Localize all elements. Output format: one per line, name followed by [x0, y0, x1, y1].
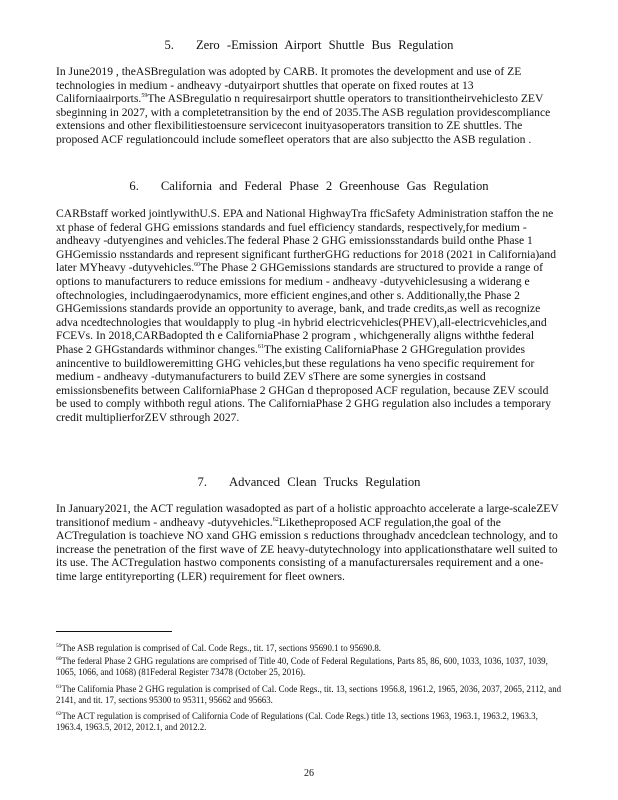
- section-5-paragraph: [56, 65, 562, 147]
- footnote-marker: 60: [56, 656, 62, 663]
- footnote-59: [56, 643, 566, 654]
- page-number: 26: [304, 768, 314, 779]
- footnote-marker: 61: [56, 684, 62, 691]
- footnote-ref[interactable]: 61: [257, 344, 264, 351]
- paragraph-text: Liketheproposed ACF regulation,the goal of the ACTregulation is toachieve NO xand GHG emission s reductions throughadv ancedclean technology, and to increase the penetration of the first wave of ZE heavy-dutytechnology into applicationsthatare well suited to its use. The ACTregulation hastwo components consisting of a manufacturersales requirement and a one-time large entityreporting (LER) requirement for fleet owners.: [56, 515, 558, 583]
- paragraph-text: In January2021, the ACT regulation wasadopted as part of a holistic approachto accelerate a large-scaleZEV transitionof medium - andheavy -dutyvehicles.: [56, 502, 559, 529]
- footnote-marker: 59: [56, 643, 62, 650]
- footnote-ref[interactable]: 60: [194, 262, 201, 269]
- section-7-heading: [0, 475, 618, 490]
- paragraph-text: In June2019 , theASBregulation was adopted by CARB. It promotes the development and use of ZE technologies in medium - andheavy -dutyairport shuttles that operate on fixed routes at 13 Californiaairports.: [56, 65, 522, 106]
- footnote-text: The ASB regulation is comprised of Cal. Code Regs., tit. 17, sections 95690.1 to 95690.8.: [61, 643, 381, 653]
- footnote-ref[interactable]: 62: [272, 516, 279, 523]
- footnote-divider: [56, 631, 172, 632]
- section-7-paragraph: [56, 502, 562, 584]
- footnote-61: [56, 684, 566, 706]
- section-title: Zero -Emission Airport Shuttle Bus Regulation: [195, 38, 454, 52]
- paragraph-text: The existing CaliforniaPhase 2 GHGregulation provides anincentive to buildloweremitting GHG vehicles,but these regulations ha veno specific requirement for medium - andheavy -dutymanufacturers to build ZEV sThere are some synergies in costsand emissionsbenefits between CaliforniaPhase 2 GHGan d theproposed ACF regulation, because ZEV scould be used to comply withboth regul ations. The CaliforniaPhase 2 GHG regulation also includes a temporary credit multiplierforZEV sthrough 2027.: [56, 342, 551, 424]
- section-number: 5.: [164, 38, 174, 52]
- footnote-marker: 62: [56, 711, 62, 718]
- footnote-60: [56, 656, 566, 678]
- footnote-ref[interactable]: 59: [141, 93, 148, 100]
- section-number: 6.: [129, 179, 139, 193]
- paragraph-text: CARBstaff worked jointlywithU.S. EPA and National HighwayTra fficSafety Administration staffon the ne xt phase of federal GHG emissions standards and fuel efficiency standards, respectively,for medium - andheavy -dutyengines and vehicles.The federal Phase 2 GHG emissionsstandards build onthe Phase 1 GHGemissio nsstandards and represent significant furtherGHG reductions for 2018 (2021 in California)and later MYheavy -dutyvehicles.: [56, 207, 557, 275]
- section-5-heading: [0, 38, 618, 53]
- section-6-paragraph: [56, 207, 562, 425]
- paragraph-text: The ASBregulatio n requiresairport shuttle operators to transitiontheirvehiclesto ZEV sbeginning in 2027, with a completetransition by the end of 2035.The ASB regulation providescompliance extensions and other flexibilitiestoensure servicecont inuityasoperators transition to ZE shuttles. The proposed ACF regulationcould include somefleet operators that are also subjectto the ASB regulation .: [56, 92, 551, 146]
- footnote-62: [56, 711, 566, 733]
- footnote-text: The California Phase 2 GHG regulation is comprised of Cal. Code Regs., tit. 13, sections 1956.8, 1961.2, 1965, 2036, 2037, 2065, 2112, and 2141, and tit. 17, sections 95300 to 95311, 95662 and 95663.: [56, 684, 562, 706]
- section-title: Advanced Clean Trucks Regulation: [229, 475, 421, 489]
- footnote-text: The ACT regulation is comprised of California Code of Regulations (Cal. Code Regs.) title 13, sections 1963, 1963.1, 1963.2, 1963.3, 1963.4, 1963.5, 2012, 2012.1, and 2012.2.: [56, 711, 538, 733]
- paragraph-text: The Phase 2 GHGemissions standards are structured to provide a range of options to manufacturers to reduce emissions for medium - andheavy -dutyvehiclesusing a widerang e oftechnologies, includingaerodynamics, more efficient engines,and other s. Additionally,the Phase 2 GHGemissions standards provide an opportunity to average, bank, and trade credits,as well as recognize adva ncedtechnologies that wouldapply to plug -in hybrid electricvehicles(PHEV),all-electricvehicles,and FCEVs. In 2018,CARBadopted th e CaliforniaPhase 2 program , whichgenerally aligns withthe federal Phase 2 GHGstandards withminor changes.: [56, 261, 547, 356]
- footnote-text: The federal Phase 2 GHG regulations are comprised of Title 40, Code of Federal Regulations, Parts 85, 86, 600, 1033, 1036, 1037, 1039, 1065, 1066, and 1068) (81Federal Register 73478 (October 25, 2016).: [56, 656, 548, 678]
- section-number: 7.: [197, 475, 207, 489]
- section-title: California and Federal Phase 2 Greenhouse Gas Regulation: [160, 179, 489, 193]
- section-6-heading: [0, 179, 618, 194]
